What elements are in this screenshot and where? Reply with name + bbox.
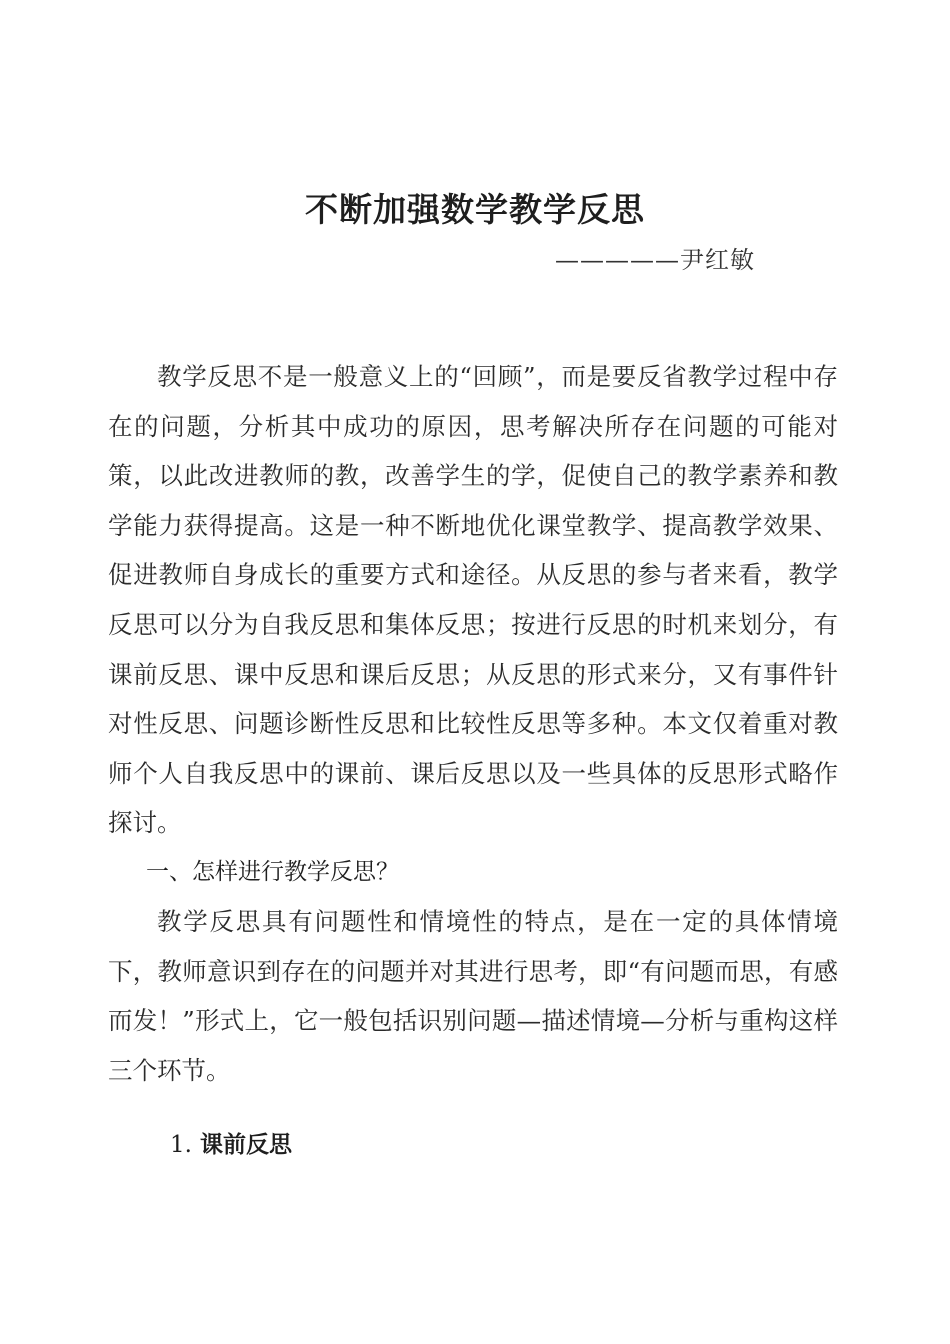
document-title: 不断加强数学教学反思 — [305, 190, 645, 229]
sub-heading-number: 1. — [170, 1132, 192, 1158]
author-line: —————尹红敏 — [555, 246, 755, 274]
section-heading: 一、怎样进行教学反思？ — [146, 859, 399, 885]
intro-paragraph: 教学反思不是一般意义上的“回顾”，而是要反省教学过程中存在的问题，分析其中成功的原因，思考解决所存在问题的可能对策，以此改进教师的教，改善学生的学，促使自己的教学素养和教学能力获得提高。这是一种不断地优化课堂教学、提高教学效果、促进教师自身成长的重要方式和途径。从反思的参与者来看，教学反思可以分为自我反思和集体反思；按进行反思的时机来划分，有课前反思、课中反思和课后反思；从反思的形式来分，又有事件针对性反思、问题诊断性反思和比较性反思等多种。本文仅着重对教师个人自我反思中的课前、课后反思以及一些具体的反思形式略作探讨。 — [108, 362, 838, 838]
sub-heading-label: 课前反思 — [199, 1132, 292, 1158]
sub-heading — [170, 1123, 292, 1167]
body-paragraph: 教学反思具有问题性和情境性的特点，是在一定的具体情境下，教师意识到存在的问题并对其进行思考，即“有问题而思，有感而发！”形式上，它一般包括识别问题—描述情境—分析与重构这样三个环节。 — [108, 907, 838, 1085]
